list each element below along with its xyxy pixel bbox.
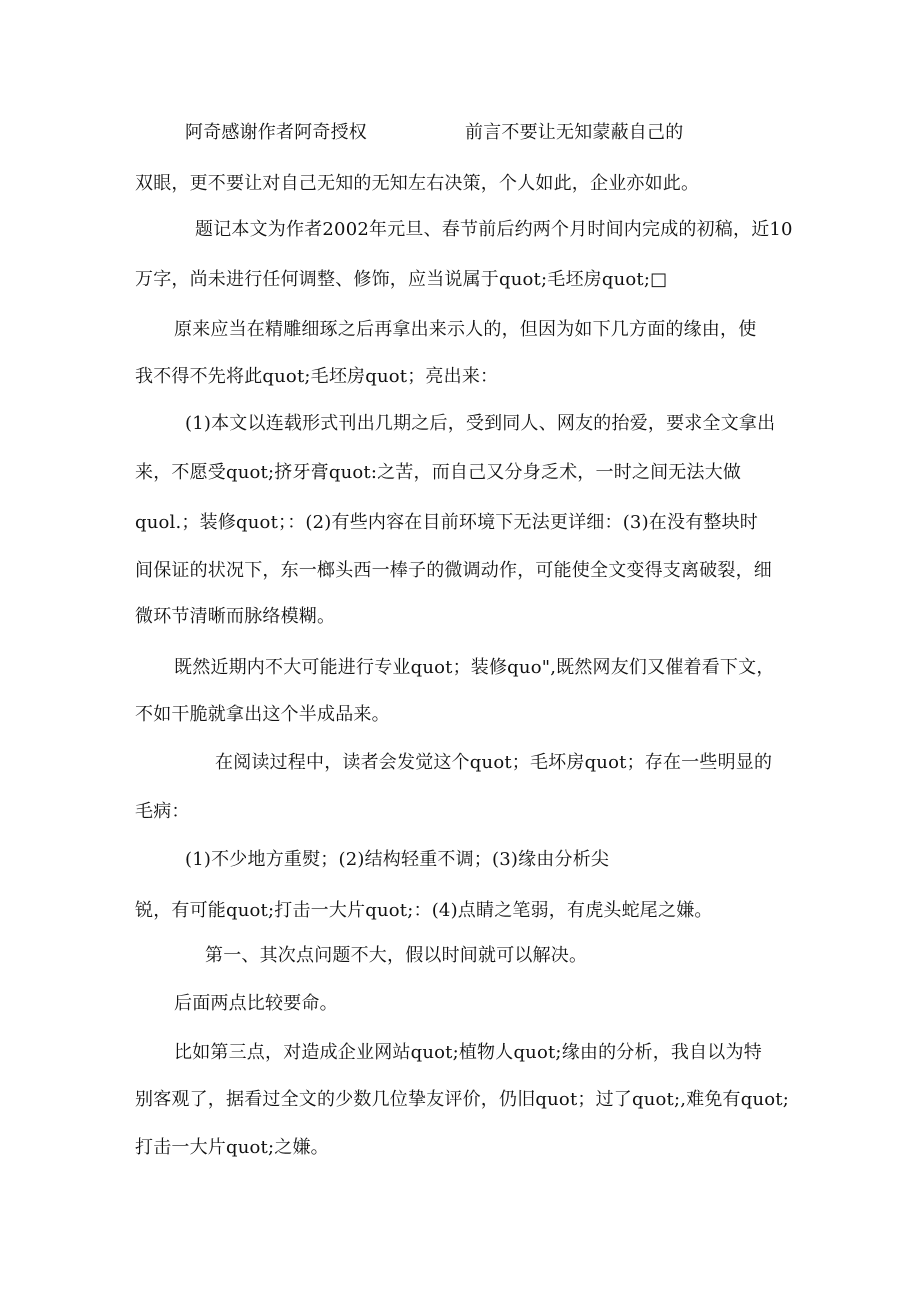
text-line: 不如干脆就拿出这个半成品来。 (135, 704, 390, 725)
text-line: 微环节清晰而脉络模糊。 (135, 606, 336, 627)
text-line: 锐，有可能quot;打击一大片quot;：(4)点睛之笔弱，有虎头蛇尾之嫌。 (135, 900, 713, 921)
text-line: (1)本文以连载形式刊出几期之后，受到同人、网友的抬爱，要求全文拿出 (185, 413, 776, 434)
text-line: 在阅读过程中，读者会发觉这个quot；毛坏房quot；存在一些明显的 (215, 752, 773, 773)
text-line: 比如第三点，对造成企业网站quot;植物人quot;缘由的分析，我自以为特 (174, 1042, 762, 1063)
text-line: 题记本文为作者2002年元旦、春节前后约两个月时间内完成的初稿，近10 (195, 219, 793, 240)
text-line: (1)不少地方重熨；(2)结构轻重不调；(3)缘由分析尖 (185, 849, 610, 870)
credit-line: 阿奇感谢作者阿奇授权 (185, 122, 367, 143)
text-line: 万字，尚未进行任何调整、修饰，应当说属于quot;毛坯房quot;□ (135, 269, 668, 290)
text-line: quol.；装修quot；：(2)有些内容在目前环境下无法更详细：(3)在没有整块时 (135, 512, 759, 533)
text-line: 间保证的状况下，东一榔头西一棒子的微调动作，可能使全文变得支离破裂，细 (135, 560, 772, 581)
text-line: 既然近期内不大可能进行专业quot；装修quo",既然网友们又催着看下文， (174, 657, 775, 678)
text-line: 后面两点比较要命。 (174, 993, 338, 1014)
preface-title: 前言不要让无知蒙蔽自己的 (465, 122, 684, 143)
text-line: 我不得不先将此quot;毛坯房quot；亮出来： (135, 366, 499, 387)
text-line: 毛病： (135, 801, 190, 822)
text-line: 别客观了，据看过全文的少数几位挚友评价，仍旧quot；过了quot;,难免有quot; (135, 1089, 790, 1110)
text-line: 打击一大片quot;之嫌。 (135, 1137, 329, 1158)
text-line: 来，不愿受quot;挤牙膏quot:之苦，而自己又分身乏术，一时之间无法大做 (135, 462, 742, 483)
text-line: 原来应当在精雕细琢之后再拿出来示人的，但因为如下几方面的缘由，使 (174, 319, 757, 340)
text-line: 双眼，更不要让对自己无知的无知左右决策，个人如此，企业亦如此。 (135, 173, 700, 194)
text-line: 第一、其次点问题不大，假以时间就可以解决。 (205, 945, 588, 966)
